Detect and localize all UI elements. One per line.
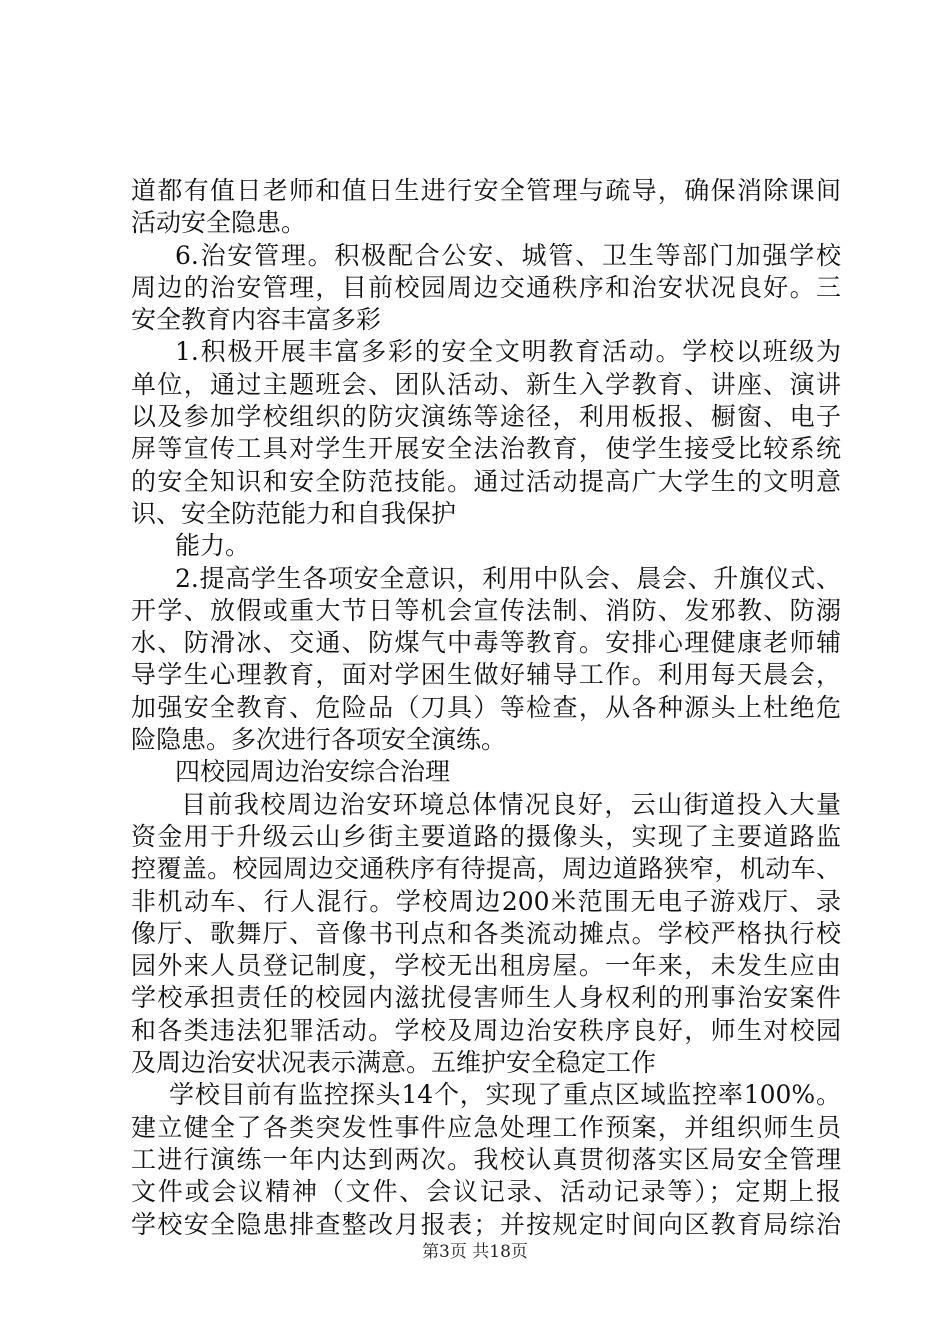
text-line: 和各类违法犯罪活动。学校及周边治安秩序良好，师生对校园: [131, 1015, 841, 1045]
text-line: 资金用于升级云山乡街主要道路的摄像头，实现了主要道路监: [131, 821, 841, 851]
text-line: 学校目前有监控探头14个，实现了重点区域监控率100%。: [169, 1080, 841, 1110]
text-line: 学校承担责任的校园内滋扰侵害师生人身权利的刑事治安案件: [131, 983, 841, 1013]
text-line: 园外来人员登记制度，学校无出租房屋。一年来，未发生应由: [131, 951, 841, 981]
text-line: 学校安全隐患排查整改月报表；并按规定时间向区教育局综治: [131, 1209, 841, 1239]
section-heading: 四校园周边治安综合治理: [175, 757, 451, 787]
text-line: 单位，通过主题班会、团队活动、新生入学教育、讲座、演讲: [131, 369, 841, 399]
text-line: 加强安全教育、危险品（刀具）等检查，从各种源头上杜绝危: [131, 692, 841, 722]
text-line: 能力。: [175, 531, 251, 561]
text-line: 目前我校周边治安环境总体情况良好，云山街道投入大量: [181, 789, 841, 819]
text-line: 文件或会议精神（文件、会议记录、活动记录等）；定期上报: [131, 1177, 841, 1207]
text-line: 导学生心理教育，面对学困生做好辅导工作。利用每天晨会，: [131, 660, 841, 690]
text-line: 道都有值日老师和值日生进行安全管理与疏导，确保消除课间: [131, 176, 841, 205]
text-line: 1.积极开展丰富多彩的安全文明教育活动。学校以班级为: [175, 337, 841, 367]
text-line: 安全教育内容丰富多彩: [131, 305, 382, 335]
page-number-footer: 第3页 共18页: [422, 1242, 528, 1262]
text-line: 活动安全隐患。: [131, 208, 307, 238]
text-line: 控覆盖。校园周边交通秩序有待提高，周边道路狭窄，机动车、: [131, 854, 841, 884]
text-line: 建立健全了各类突发性事件应急处理工作预案，并组织师生员: [131, 1112, 841, 1142]
text-line: 屏等宣传工具对学生开展安全法治教育，使学生接受比较系统: [131, 434, 841, 464]
text-line: 水、防滑冰、交通、防煤气中毒等教育。安排心理健康老师辅: [131, 628, 841, 658]
text-line: 像厅、歌舞厅、音像书刊点和各类流动摊点。学校严格执行校: [131, 918, 841, 948]
text-line: 的安全知识和安全防范技能。通过活动提高广大学生的文明意: [131, 466, 841, 496]
text-line: 工进行演练一年内达到两次。我校认真贯彻落实区局安全管理: [131, 1144, 841, 1174]
text-line: 险隐患。多次进行各项安全演练。: [131, 725, 507, 755]
text-line: 周边的治安管理，目前校园周边交通秩序和治安状况良好。三: [131, 272, 841, 302]
document-body: [131, 175, 841, 1241]
text-line: 开学、放假或重大节日等机会宣传法制、消防、发邪教、防溺: [131, 595, 841, 625]
text-line: 识、安全防范能力和自我保护: [131, 498, 457, 528]
text-line: 以及参加学校组织的防灾演练等途径，利用板报、橱窗、电子: [131, 402, 841, 432]
text-line: 2.提高学生各项安全意识，利用中队会、晨会、升旗仪式、: [175, 563, 841, 593]
text-line: 6.治安管理。积极配合公安、城管、卫生等部门加强学校: [175, 240, 841, 270]
text-line: 及周边治安状况表示满意。五维护安全稳定工作: [131, 1048, 657, 1078]
text-line: 非机动车、行人混行。学校周边200米范围无电子游戏厅、录: [131, 886, 841, 916]
